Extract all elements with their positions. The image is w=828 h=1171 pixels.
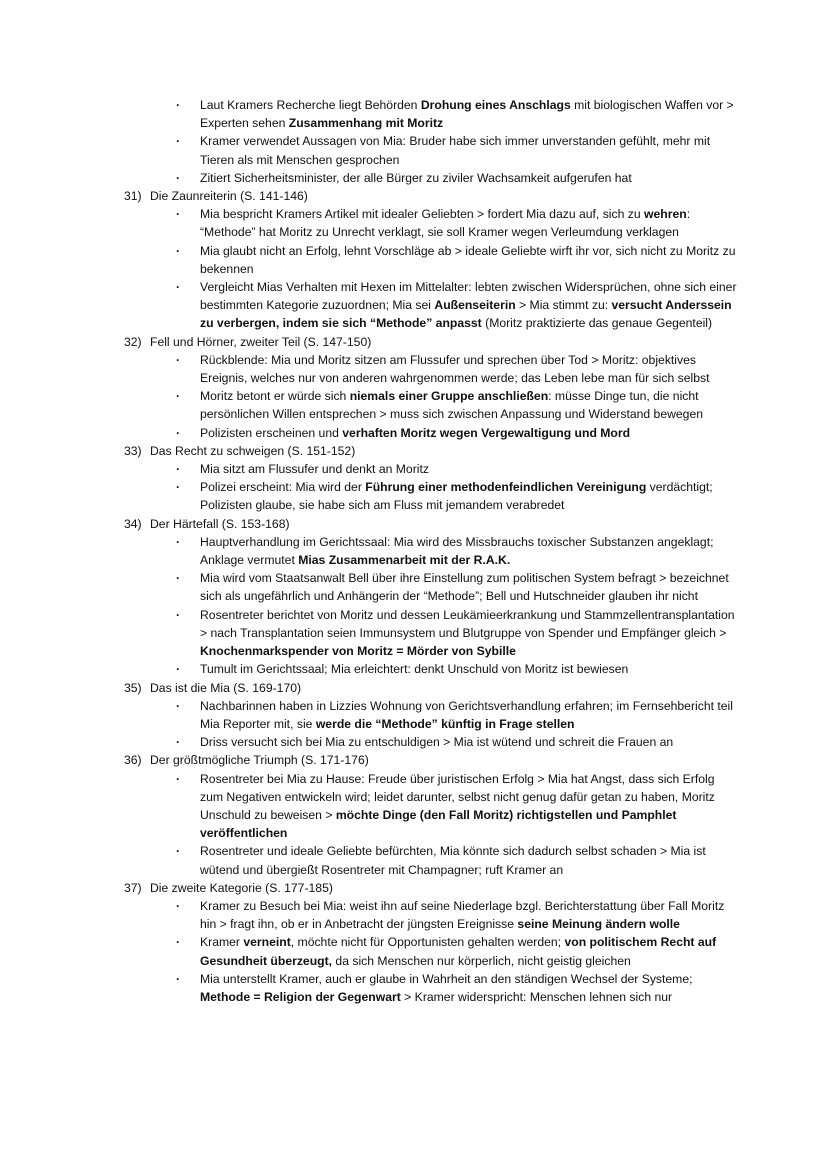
bold-text: versucht Anderssein zu verbergen, indem sie sich “Methode” anpasst <box>200 298 732 331</box>
chapter-heading <box>0 679 828 697</box>
text-run: Kramer verwendet Aussagen von Mia: Bruder habe sich immer unverstanden gefühlt, mehr mit Tieren als mit Menschen gesprochen <box>200 134 711 167</box>
text-run: Mia wird vom Staatsanwalt Bell über ihre Einstellung zum politischen System befragt > bezeichnet sich als ungefährlich und Anhängerin der “Methode”; Bell und Hutschneider glauben ihr nicht <box>200 571 729 604</box>
text-run: Driss versucht sich bei Mia zu entschuldigen > Mia ist wütend und schreit die Frauen an <box>200 735 674 750</box>
bold-text: verneint <box>243 935 291 950</box>
chapter-title: Fell und Hörner, zweiter Teil (S. 147-150) <box>150 334 372 349</box>
text-run: Vergleicht Mias Verhalten mit Hexen im Mittelalter: lebten zwischen Widersprüchen, ohne sich einer bestimmten Kategorie zuzuordnen; Mia sei <box>200 280 737 313</box>
chapter-title: Der größtmögliche Triumph (S. 171-176) <box>150 753 369 768</box>
chapter-bullet-list <box>0 697 828 752</box>
bullet-item <box>0 533 828 569</box>
text-run: da sich Menschen nur körperlich, nicht geistig gleichen <box>332 953 631 968</box>
bold-text: Zusammenhang mit Moritz <box>288 116 444 131</box>
chapter-bullet-list <box>0 770 828 879</box>
bold-text: seine Meinung ändern wolle <box>517 917 680 932</box>
chapter-title: Die Zaunreiterin (S. 141-146) <box>150 189 308 204</box>
bold-text: Mias Zusammenarbeit mit der R.A.K. <box>298 553 511 568</box>
text-run: Mia unterstellt Kramer, auch er glaube in Wahrheit an den ständigen Wechsel der Systeme; <box>200 971 693 986</box>
text-run: > Mia stimmt zu: <box>515 298 612 313</box>
bullet-item <box>0 660 828 678</box>
bullet-item <box>0 970 828 1006</box>
chapter-bullet-list <box>0 351 828 442</box>
text-run: Mia glaubt nicht an Erfolg, lehnt Vorschläge ab > ideale Geliebte wirft ihr vor, sich nicht zu Moritz zu bekennen <box>200 243 736 276</box>
chapter-number: 37) <box>124 880 142 895</box>
bullet-item <box>0 205 828 241</box>
text-run: Laut Kramers Recherche liegt Behörden <box>200 98 421 112</box>
bold-text: verhaften Moritz wegen Vergewaltigung und Mord <box>342 425 631 440</box>
text-run: Kramer <box>200 935 244 950</box>
bullet-item <box>0 169 828 187</box>
text-run: Mia bespricht Kramers Artikel mit idealer Geliebten > fordert Mia dazu auf, sich zu <box>200 207 645 222</box>
text-run: : müsse Dinge tun, die nicht persönlichen Willen entsprechen > muss sich zwischen Anpassung und Widerstand bewegen <box>200 389 704 422</box>
bullet-item <box>0 242 828 278</box>
text-run: Rosentreter und ideale Geliebte befürchten, Mia könnte sich dadurch selbst schaden > Mia ist wütend und übergießt Rosentreter mit Champagner; ruft Kramer an <box>200 844 706 877</box>
bullet-item <box>0 478 828 514</box>
chapter-number: 36) <box>124 753 142 768</box>
text-run: Rückblende: Mia und Moritz sitzen am Flussufer und sprechen über Tod > Moritz: objektives Ereignis, welches nur von anderen wahrgenommen werde; das Leben lebe man für sich selbst <box>200 352 710 386</box>
bold-text: niemals einer Gruppe anschließen <box>349 389 549 404</box>
bullet-item <box>0 933 828 969</box>
bullet-item <box>0 460 828 478</box>
bullet-item <box>0 351 828 387</box>
bullet-item <box>0 96 828 132</box>
bullet-item <box>0 424 828 442</box>
bullet-item <box>0 770 828 843</box>
bold-text: Drohung eines Anschlags <box>420 98 571 112</box>
chapter-sections <box>0 187 828 1006</box>
bullet-item <box>0 278 828 333</box>
bold-text: Methode = Religion der Gegenwart <box>200 989 401 1004</box>
text-run: Rosentreter berichtet von Moritz und dessen Leukämieerkrankung und Stammzellentransplantation > nach Transplantation seien Immunsystem und Blutgruppe von Spender und Empfänger gleich > <box>200 607 735 640</box>
text-run: Nachbarinnen haben in Lizzies Wohnung von Gerichtsverhandlung erfahren; im Fernsehbericht teil Mia Reporter mit, sie <box>200 698 733 731</box>
chapter-number: 31) <box>124 189 142 204</box>
text-run: Kramer zu Besuch bei Mia: weist ihn auf seine Niederlage bzgl. Berichterstattung über Fall Moritz hin > fragt ihn, ob er in Anbetracht der jüngsten Ereignisse <box>200 898 725 932</box>
chapter-bullet-list <box>0 533 828 679</box>
chapter-number: 32) <box>124 334 142 349</box>
text-run: Rosentreter bei Mia zu Hause: Freude über juristischen Erfolg > Mia hat Angst, dass sich Erfolg zum Negativen entwickeln wird; leidet darunter, selbst nicht genug dafür getan zu haben, Moritz Unschuld zu beweisen > <box>200 771 715 822</box>
chapter-bullet-list <box>0 460 828 515</box>
text-run: Moritz betont er würde sich <box>200 389 350 404</box>
bullet-item <box>0 697 828 733</box>
text-run: , möchte nicht für Opportunisten gehalten werden; <box>290 935 565 950</box>
chapter-heading <box>0 879 828 897</box>
chapter-section <box>0 333 828 442</box>
bullet-item <box>0 387 828 423</box>
bullet-item <box>0 733 828 751</box>
chapter-number: 35) <box>124 680 142 695</box>
text-run: Polizei erscheint: Mia wird der <box>200 480 366 495</box>
chapter-section <box>0 751 828 878</box>
chapter-number: 33) <box>124 443 142 458</box>
chapter-heading <box>0 515 828 533</box>
chapter-heading <box>0 333 828 351</box>
chapter-title: Der Härtefall (S. 153-168) <box>150 516 290 531</box>
chapter-title: Das Recht zu schweigen (S. 151-152) <box>150 443 356 458</box>
chapter-section <box>0 187 828 333</box>
bullet-item <box>0 606 828 661</box>
bold-text: möchte Dinge (den Fall Moritz) richtigstellen und Pamphlet veröffentlichen <box>200 807 677 841</box>
text-run: Polizisten erscheinen und <box>200 425 343 440</box>
chapter-number: 34) <box>124 516 142 531</box>
chapter-bullet-list <box>0 205 828 332</box>
bold-text: wehren <box>644 207 687 222</box>
bullet-item <box>0 897 828 933</box>
text-run: Mia sitzt am Flussufer und denkt an Moritz <box>200 462 429 477</box>
chapter-title: Das ist die Mia (S. 169-170) <box>150 680 302 695</box>
text-run: mit biologischen Waffen vor > Experten sehen <box>200 98 734 131</box>
text-run: Hauptverhandlung im Gerichtssaal: Mia wird des Missbrauchs toxischer Substanzen angeklagt; Anklage vermutet <box>200 534 714 568</box>
text-run: (Moritz praktizierte das genaue Gegenteil) <box>481 316 713 331</box>
bullet-item <box>0 842 828 878</box>
bullet-item <box>0 569 828 605</box>
bold-text: von politischem Recht auf Gesundheit überzeugt, <box>200 935 717 968</box>
text-run: : “Methode” hat Moritz zu Unrecht verklagt, sie soll Kramer wegen Verleumdung verklagen <box>200 207 691 240</box>
chapter-title: Die zweite Kategorie (S. 177-185) <box>150 880 333 895</box>
text-run: Tumult im Gerichtssaal; Mia erleichtert: denkt Unschuld von Moritz ist bewiesen <box>200 662 629 677</box>
bold-text: werde die “Methode” künftig in Frage stellen <box>315 716 575 731</box>
text-run: Zitiert Sicherheitsminister, der alle Bürger zu ziviler Wachsamkeit aufgerufen hat <box>200 170 632 185</box>
chapter-bullet-list <box>0 897 828 1006</box>
chapter-section <box>0 515 828 679</box>
bold-text: Außenseiterin <box>434 298 516 313</box>
text-run: > Kramer widerspricht: Menschen lehnen sich nur <box>400 989 673 1004</box>
chapter-section <box>0 879 828 1006</box>
chapter-heading <box>0 442 828 460</box>
text-run: verdächtigt; Polizisten glaube, sie habe sich am Fluss mit jemandem verabredet <box>200 480 713 513</box>
chapter-heading <box>0 751 828 769</box>
bold-text: Knochenmarkspender von Moritz = Mörder von Sybille <box>200 644 516 659</box>
bullet-item <box>0 132 828 168</box>
chapter-section <box>0 442 828 515</box>
intro-bullet-list <box>0 96 828 187</box>
chapter-section <box>0 679 828 752</box>
chapter-heading <box>0 187 828 205</box>
bold-text: Führung einer methodenfeindlichen Vereinigung <box>365 480 647 495</box>
